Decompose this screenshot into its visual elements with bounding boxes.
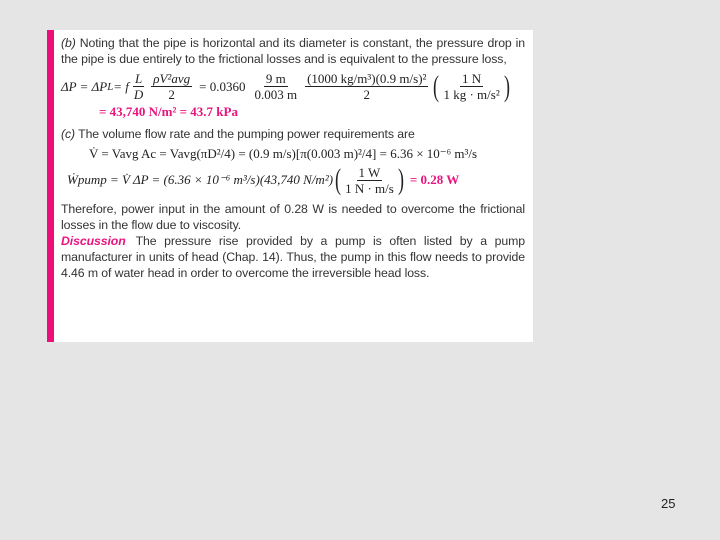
conclusion-paragraph: Therefore, power input in the amount of 0.28 W is needed to overcome the frictional losses in the flow due to viscosity.	[61, 201, 525, 232]
frac-rho-den: 2	[168, 87, 175, 103]
eq1-mid: = 0.0360	[199, 78, 246, 94]
right-paren: )	[503, 69, 510, 103]
part-b-paragraph	[61, 35, 525, 67]
pumping-power-equation	[61, 165, 533, 196]
part-b-text: Noting that the pipe is horizontal and its diameter is constant, the pressure drop in the pipe is due entirely to the frictional losses and is equivalent to the pressure loss,	[61, 36, 525, 67]
solution-textbox	[47, 30, 533, 342]
frac-conv-num: 1 N	[462, 71, 482, 87]
part-c-label: (c)	[61, 127, 76, 142]
frac-len-num: 9 m	[265, 71, 286, 87]
frac-l-num: L	[134, 71, 143, 87]
discussion-label: Discussion	[61, 234, 126, 249]
left-paren: (	[433, 69, 440, 103]
frac-l-over-d	[132, 71, 145, 102]
page-number: 25	[661, 496, 676, 511]
frac-rho-v2-values	[305, 71, 428, 102]
frac-watt-den: 1 N · m/s	[345, 180, 394, 196]
frac-length	[252, 71, 299, 102]
eq1-lhs-sub: L	[107, 80, 114, 93]
frac-len-den: 0.003 m	[254, 87, 298, 103]
frac-rho-v2	[151, 71, 192, 102]
frac-rho-num: ρV²avg	[153, 71, 191, 87]
frac-unit-conversion	[441, 71, 501, 102]
part-c-text: The volume flow rate and the pumping power requirements are	[78, 127, 415, 142]
frac-watt-conversion	[343, 165, 396, 196]
pressure-drop-equation	[61, 71, 533, 102]
discussion-paragraph	[61, 233, 525, 282]
frac-rho2-num: (1000 kg/m³)(0.9 m/s)²	[307, 71, 427, 87]
pressure-drop-result: = 43,740 N/m² = 43.7 kPa	[99, 104, 238, 120]
eq3-left-paren: (	[335, 163, 342, 197]
discussion-text: The pressure rise provided by a pump is often listed by a pump manufacturer in units of head (Chap. 14). Thus, the pump in this flow needs to provide 4.46 m of water head in order to overcome the irreversible head loss.	[61, 234, 525, 281]
eq3-right-paren: )	[397, 163, 404, 197]
frac-conv-den: 1 kg · m/s²	[443, 87, 500, 103]
flow-rate-equation: V̇ = Vavg Ac = Vavg(πD²/4) = (0.9 m/s)[π(0.003 m)²/4] = 6.36 × 10⁻⁶ m³/s	[89, 145, 478, 161]
eq1-f: = f	[113, 78, 129, 94]
part-c-paragraph	[61, 126, 525, 142]
eq3-lhs: Ẇpump = V̇ ΔP = (6.36 × 10⁻⁶ m³/s)(43,740 N/m²)	[67, 172, 334, 188]
frac-rho2-den: 2	[363, 87, 371, 103]
part-b-label: (b)	[61, 36, 76, 50]
pumping-power-result: = 0.28 W	[409, 172, 460, 188]
frac-watt-num: 1 W	[358, 164, 381, 180]
eq1-lhs: ΔP = ΔP	[61, 78, 108, 94]
frac-l-den: D	[133, 87, 144, 103]
